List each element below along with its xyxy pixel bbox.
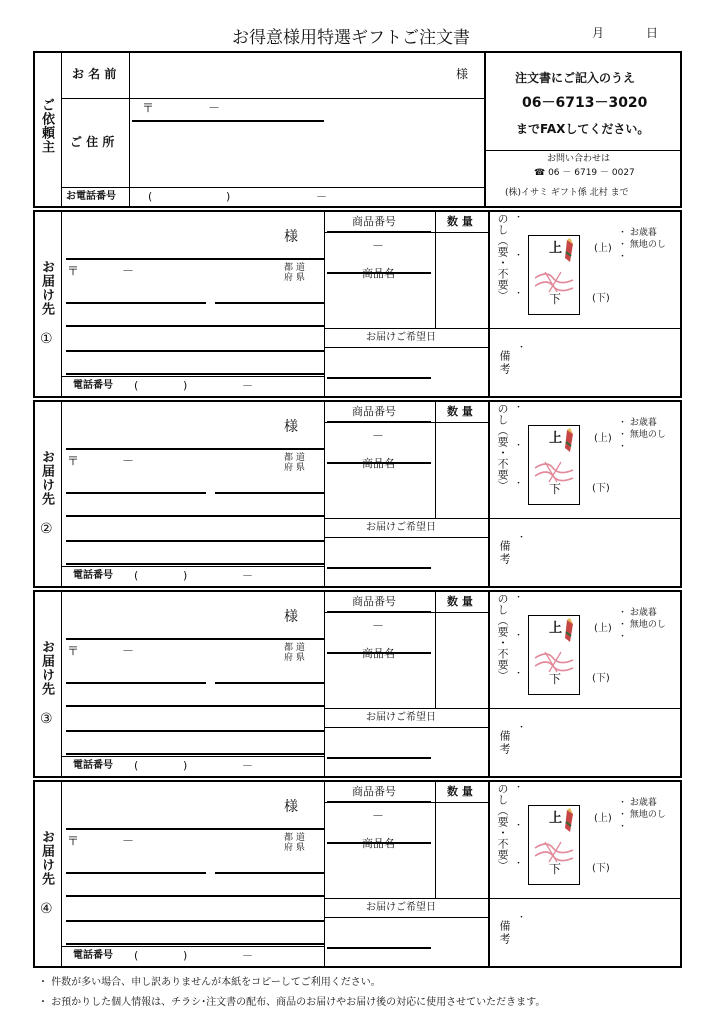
- fax-number: 06－6713－3020: [522, 95, 648, 111]
- name-label: お 名 前: [72, 67, 117, 81]
- recipient-name-field[interactable]: [64, 404, 274, 446]
- prefecture-label-top: 都 道: [284, 833, 305, 843]
- noshi-option-blank[interactable]: ・: [618, 252, 628, 262]
- prefecture-label-bottom: 府 県: [284, 843, 305, 853]
- noshi-lower-paren: (下): [592, 483, 610, 494]
- requester-side-label: ご依頼主: [39, 98, 54, 154]
- product-name-field[interactable]: [327, 854, 433, 896]
- day-label: 日: [646, 26, 659, 40]
- noshi-option-oseibo[interactable]: ・ お歳暮: [618, 608, 657, 618]
- recipient-sama: 様: [284, 799, 298, 815]
- delivery-date-field[interactable]: [327, 729, 486, 776]
- product-name-field[interactable]: [327, 474, 433, 516]
- noshi-label: のし（要・不要）: [496, 783, 509, 871]
- delivery-number: ③: [40, 711, 53, 727]
- noshi-lower-label: 下: [549, 862, 562, 876]
- noshi-option-oseibo[interactable]: ・ お歳暮: [618, 798, 657, 808]
- product-number-field[interactable]: [327, 804, 433, 840]
- recipient-postal-mark: 〒: [67, 644, 80, 658]
- recipient-address-field[interactable]: [64, 685, 322, 753]
- recipient-postal-dash: －: [122, 644, 135, 658]
- recipient-phone-dash: －: [242, 569, 253, 582]
- recipient-postal-field[interactable]: [80, 642, 200, 662]
- product-name-label: 商品名: [362, 647, 395, 660]
- recipient-phone-paren-close: ): [183, 379, 188, 392]
- phone-paren-open: (: [148, 190, 153, 203]
- delivery-side-label: お届け先: [39, 640, 54, 696]
- product-name-label: 商品名: [362, 837, 395, 850]
- postal-dash: －: [208, 101, 221, 115]
- recipient-phone-paren-close: ): [183, 759, 188, 772]
- quantity-label: 数 量: [447, 405, 473, 418]
- remarks-label: 備考: [498, 540, 511, 566]
- delivery-date-label: お届けご希望日: [366, 902, 436, 913]
- noshi-lower-label: 下: [549, 672, 562, 686]
- remarks-field[interactable]: [520, 900, 680, 966]
- recipient-phone-paren-open: (: [134, 569, 139, 582]
- recipient-address-field[interactable]: [64, 875, 322, 943]
- recipient-phone-label: 電話番号: [73, 950, 113, 961]
- recipient-phone-paren-open: (: [134, 949, 139, 962]
- quantity-label: 数 量: [447, 595, 473, 608]
- noshi-option-plain[interactable]: ・ 無地のし: [618, 620, 666, 630]
- delivery-date-label: お届けご希望日: [366, 522, 436, 533]
- contact-name: (株)イサミ ギフト係 北村 まで: [505, 188, 629, 198]
- product-number-label: 商品番号: [352, 595, 396, 608]
- prefecture-label-top: 都 道: [284, 643, 305, 653]
- quantity-field[interactable]: [437, 234, 486, 326]
- noshi-upper-paren: (上): [594, 243, 612, 254]
- recipient-address-field[interactable]: [64, 495, 322, 563]
- noshi-bullet-1: ・: [514, 403, 524, 413]
- delivery-side-label: お届け先: [39, 450, 54, 506]
- recipient-phone-label: 電話番号: [73, 380, 113, 391]
- recipient-postal-mark: 〒: [67, 834, 80, 848]
- recipient-postal-mark: 〒: [67, 264, 80, 278]
- inquiry-label: お問い合わせは: [547, 154, 611, 164]
- requester-name-field[interactable]: [131, 54, 451, 96]
- noshi-option-plain[interactable]: ・ 無地のし: [618, 240, 666, 250]
- recipient-phone-paren-open: (: [134, 759, 139, 772]
- product-number-dash: －: [372, 809, 385, 823]
- delivery-side-label: お届け先: [39, 830, 54, 886]
- remarks-field[interactable]: [520, 710, 680, 776]
- requester-address-field[interactable]: [131, 124, 483, 186]
- noshi-upper-paren: (上): [594, 623, 612, 634]
- prefecture-label-top: 都 道: [284, 453, 305, 463]
- recipient-phone-field[interactable]: [130, 568, 322, 586]
- page-title: お得意様用特選ギフトご注文書: [232, 28, 470, 48]
- product-name-label: 商品名: [362, 267, 395, 280]
- noshi-bullet-2: ・: [514, 631, 524, 641]
- fax-line3: までFAXしてください。: [516, 122, 650, 136]
- recipient-postal-dash: －: [122, 834, 135, 848]
- quantity-field[interactable]: [437, 804, 486, 896]
- recipient-postal-field[interactable]: [80, 452, 200, 472]
- recipient-name-field[interactable]: [64, 784, 274, 826]
- recipient-phone-dash: －: [242, 379, 253, 392]
- noshi-option-oseibo[interactable]: ・ お歳暮: [618, 418, 657, 428]
- noshi-option-blank[interactable]: ・: [618, 822, 628, 832]
- noshi-option-blank[interactable]: ・: [618, 632, 628, 642]
- noshi-option-plain[interactable]: ・ 無地のし: [618, 430, 666, 440]
- recipient-phone-paren-close: ): [183, 569, 188, 582]
- recipient-phone-label: 電話番号: [73, 760, 113, 771]
- recipient-postal-field[interactable]: [80, 832, 200, 852]
- recipient-phone-paren-close: ): [183, 949, 188, 962]
- prefecture-label-bottom: 府 県: [284, 273, 305, 283]
- quantity-field[interactable]: [437, 614, 486, 706]
- footer-note-1: ・ 件数が多い場合、申し訳ありませんが本紙をコピーしてご利用ください。: [38, 977, 381, 988]
- product-number-field[interactable]: [327, 424, 433, 460]
- recipient-phone-field[interactable]: [130, 758, 322, 776]
- recipient-sama: 様: [284, 229, 298, 245]
- noshi-bullet-3: ・: [514, 859, 524, 869]
- fax-line1: 注文書にご記入のうえ: [515, 71, 636, 85]
- product-number-field[interactable]: [327, 234, 433, 270]
- remarks-bullet: ・: [517, 913, 527, 923]
- remarks-bullet: ・: [517, 533, 527, 543]
- product-number-label: 商品番号: [352, 215, 396, 228]
- recipient-phone-paren-open: (: [134, 379, 139, 392]
- remarks-field[interactable]: [520, 520, 680, 586]
- noshi-upper-label: 上: [549, 811, 563, 826]
- quantity-field[interactable]: [437, 424, 486, 516]
- prefecture-label-bottom: 府 県: [284, 463, 305, 473]
- noshi-bullet-3: ・: [514, 479, 524, 489]
- noshi-upper-label: 上: [549, 621, 563, 636]
- recipient-sama: 様: [284, 419, 298, 435]
- requester-postal-field[interactable]: [155, 100, 315, 118]
- delivery-date-label: お届けご希望日: [366, 332, 436, 343]
- remarks-bullet: ・: [517, 723, 527, 733]
- recipient-phone-dash: －: [242, 759, 253, 772]
- noshi-upper-paren: (上): [594, 433, 612, 444]
- delivery-side-label: お届け先: [39, 260, 54, 316]
- recipient-postal-dash: －: [122, 454, 135, 468]
- delivery-date-label: お届けご希望日: [366, 712, 436, 723]
- delivery-number: ④: [40, 901, 53, 917]
- recipient-phone-field[interactable]: [130, 948, 322, 966]
- product-name-field[interactable]: [327, 664, 433, 706]
- remarks-label: 備考: [498, 350, 511, 376]
- footer-note-2: ・ お預かりした個人情報は、チラシ･注文書の配布、商品のお届けやお届け後の対応に使用させていただきます。: [38, 997, 546, 1008]
- delivery-number: ②: [40, 521, 53, 537]
- inquiry-phone: ☎ 06 － 6719 － 0027: [534, 168, 635, 178]
- noshi-bullet-3: ・: [514, 289, 524, 299]
- noshi-upper-label: 上: [549, 431, 563, 446]
- noshi-label: のし（要・不要）: [496, 213, 509, 301]
- noshi-option-plain[interactable]: ・ 無地のし: [618, 810, 666, 820]
- requester-sama: 様: [456, 67, 469, 81]
- postal-mark: 〒: [142, 101, 155, 115]
- noshi-option-oseibo[interactable]: ・ お歳暮: [618, 228, 657, 238]
- noshi-lower-paren: (下): [592, 293, 610, 304]
- delivery-number: ①: [40, 331, 53, 347]
- product-number-label: 商品番号: [352, 785, 396, 798]
- phone-dash: －: [316, 190, 327, 203]
- noshi-label: のし（要・不要）: [496, 593, 509, 681]
- product-number-dash: －: [372, 619, 385, 633]
- delivery-date-field[interactable]: [327, 349, 486, 396]
- product-number-field[interactable]: [327, 614, 433, 650]
- noshi-upper-label: 上: [549, 241, 563, 256]
- recipient-postal-mark: 〒: [67, 454, 80, 468]
- remarks-label: 備考: [498, 730, 511, 756]
- noshi-bullet-3: ・: [514, 669, 524, 679]
- noshi-lower-label: 下: [549, 482, 562, 496]
- remarks-field[interactable]: [520, 330, 680, 396]
- recipient-postal-field[interactable]: [80, 262, 200, 282]
- month-label: 月: [592, 26, 605, 40]
- recipient-phone-label: 電話番号: [73, 570, 113, 581]
- noshi-bullet-2: ・: [514, 251, 524, 261]
- noshi-bullet-2: ・: [514, 821, 524, 831]
- noshi-bullet-1: ・: [514, 593, 524, 603]
- delivery-date-field[interactable]: [327, 919, 486, 966]
- recipient-phone-field[interactable]: [130, 378, 322, 396]
- noshi-lower-paren: (下): [592, 673, 610, 684]
- recipient-name-field[interactable]: [64, 594, 274, 636]
- phone-label: お電話番号: [66, 191, 116, 202]
- phone-paren-close: ): [226, 190, 231, 203]
- noshi-option-blank[interactable]: ・: [618, 442, 628, 452]
- product-name-field[interactable]: [327, 284, 433, 326]
- delivery-date-field[interactable]: [327, 539, 486, 586]
- noshi-lower-label: 下: [549, 292, 562, 306]
- noshi-bullet-1: ・: [514, 213, 524, 223]
- prefecture-label-bottom: 府 県: [284, 653, 305, 663]
- product-number-dash: －: [372, 239, 385, 253]
- remarks-bullet: ・: [517, 343, 527, 353]
- product-number-label: 商品番号: [352, 405, 396, 418]
- product-name-label: 商品名: [362, 457, 395, 470]
- recipient-address-field[interactable]: [64, 305, 322, 373]
- address-label: ご 住 所: [70, 135, 115, 149]
- quantity-label: 数 量: [447, 215, 473, 228]
- noshi-upper-paren: (上): [594, 813, 612, 824]
- remarks-label: 備考: [498, 920, 511, 946]
- prefecture-label-top: 都 道: [284, 263, 305, 273]
- noshi-bullet-2: ・: [514, 441, 524, 451]
- noshi-lower-paren: (下): [592, 863, 610, 874]
- recipient-name-field[interactable]: [64, 214, 274, 256]
- noshi-bullet-1: ・: [514, 783, 524, 793]
- requester-phone-field[interactable]: [131, 189, 483, 206]
- recipient-sama: 様: [284, 609, 298, 625]
- recipient-phone-dash: －: [242, 949, 253, 962]
- quantity-label: 数 量: [447, 785, 473, 798]
- product-number-dash: －: [372, 429, 385, 443]
- recipient-postal-dash: －: [122, 264, 135, 278]
- noshi-label: のし（要・不要）: [496, 403, 509, 491]
